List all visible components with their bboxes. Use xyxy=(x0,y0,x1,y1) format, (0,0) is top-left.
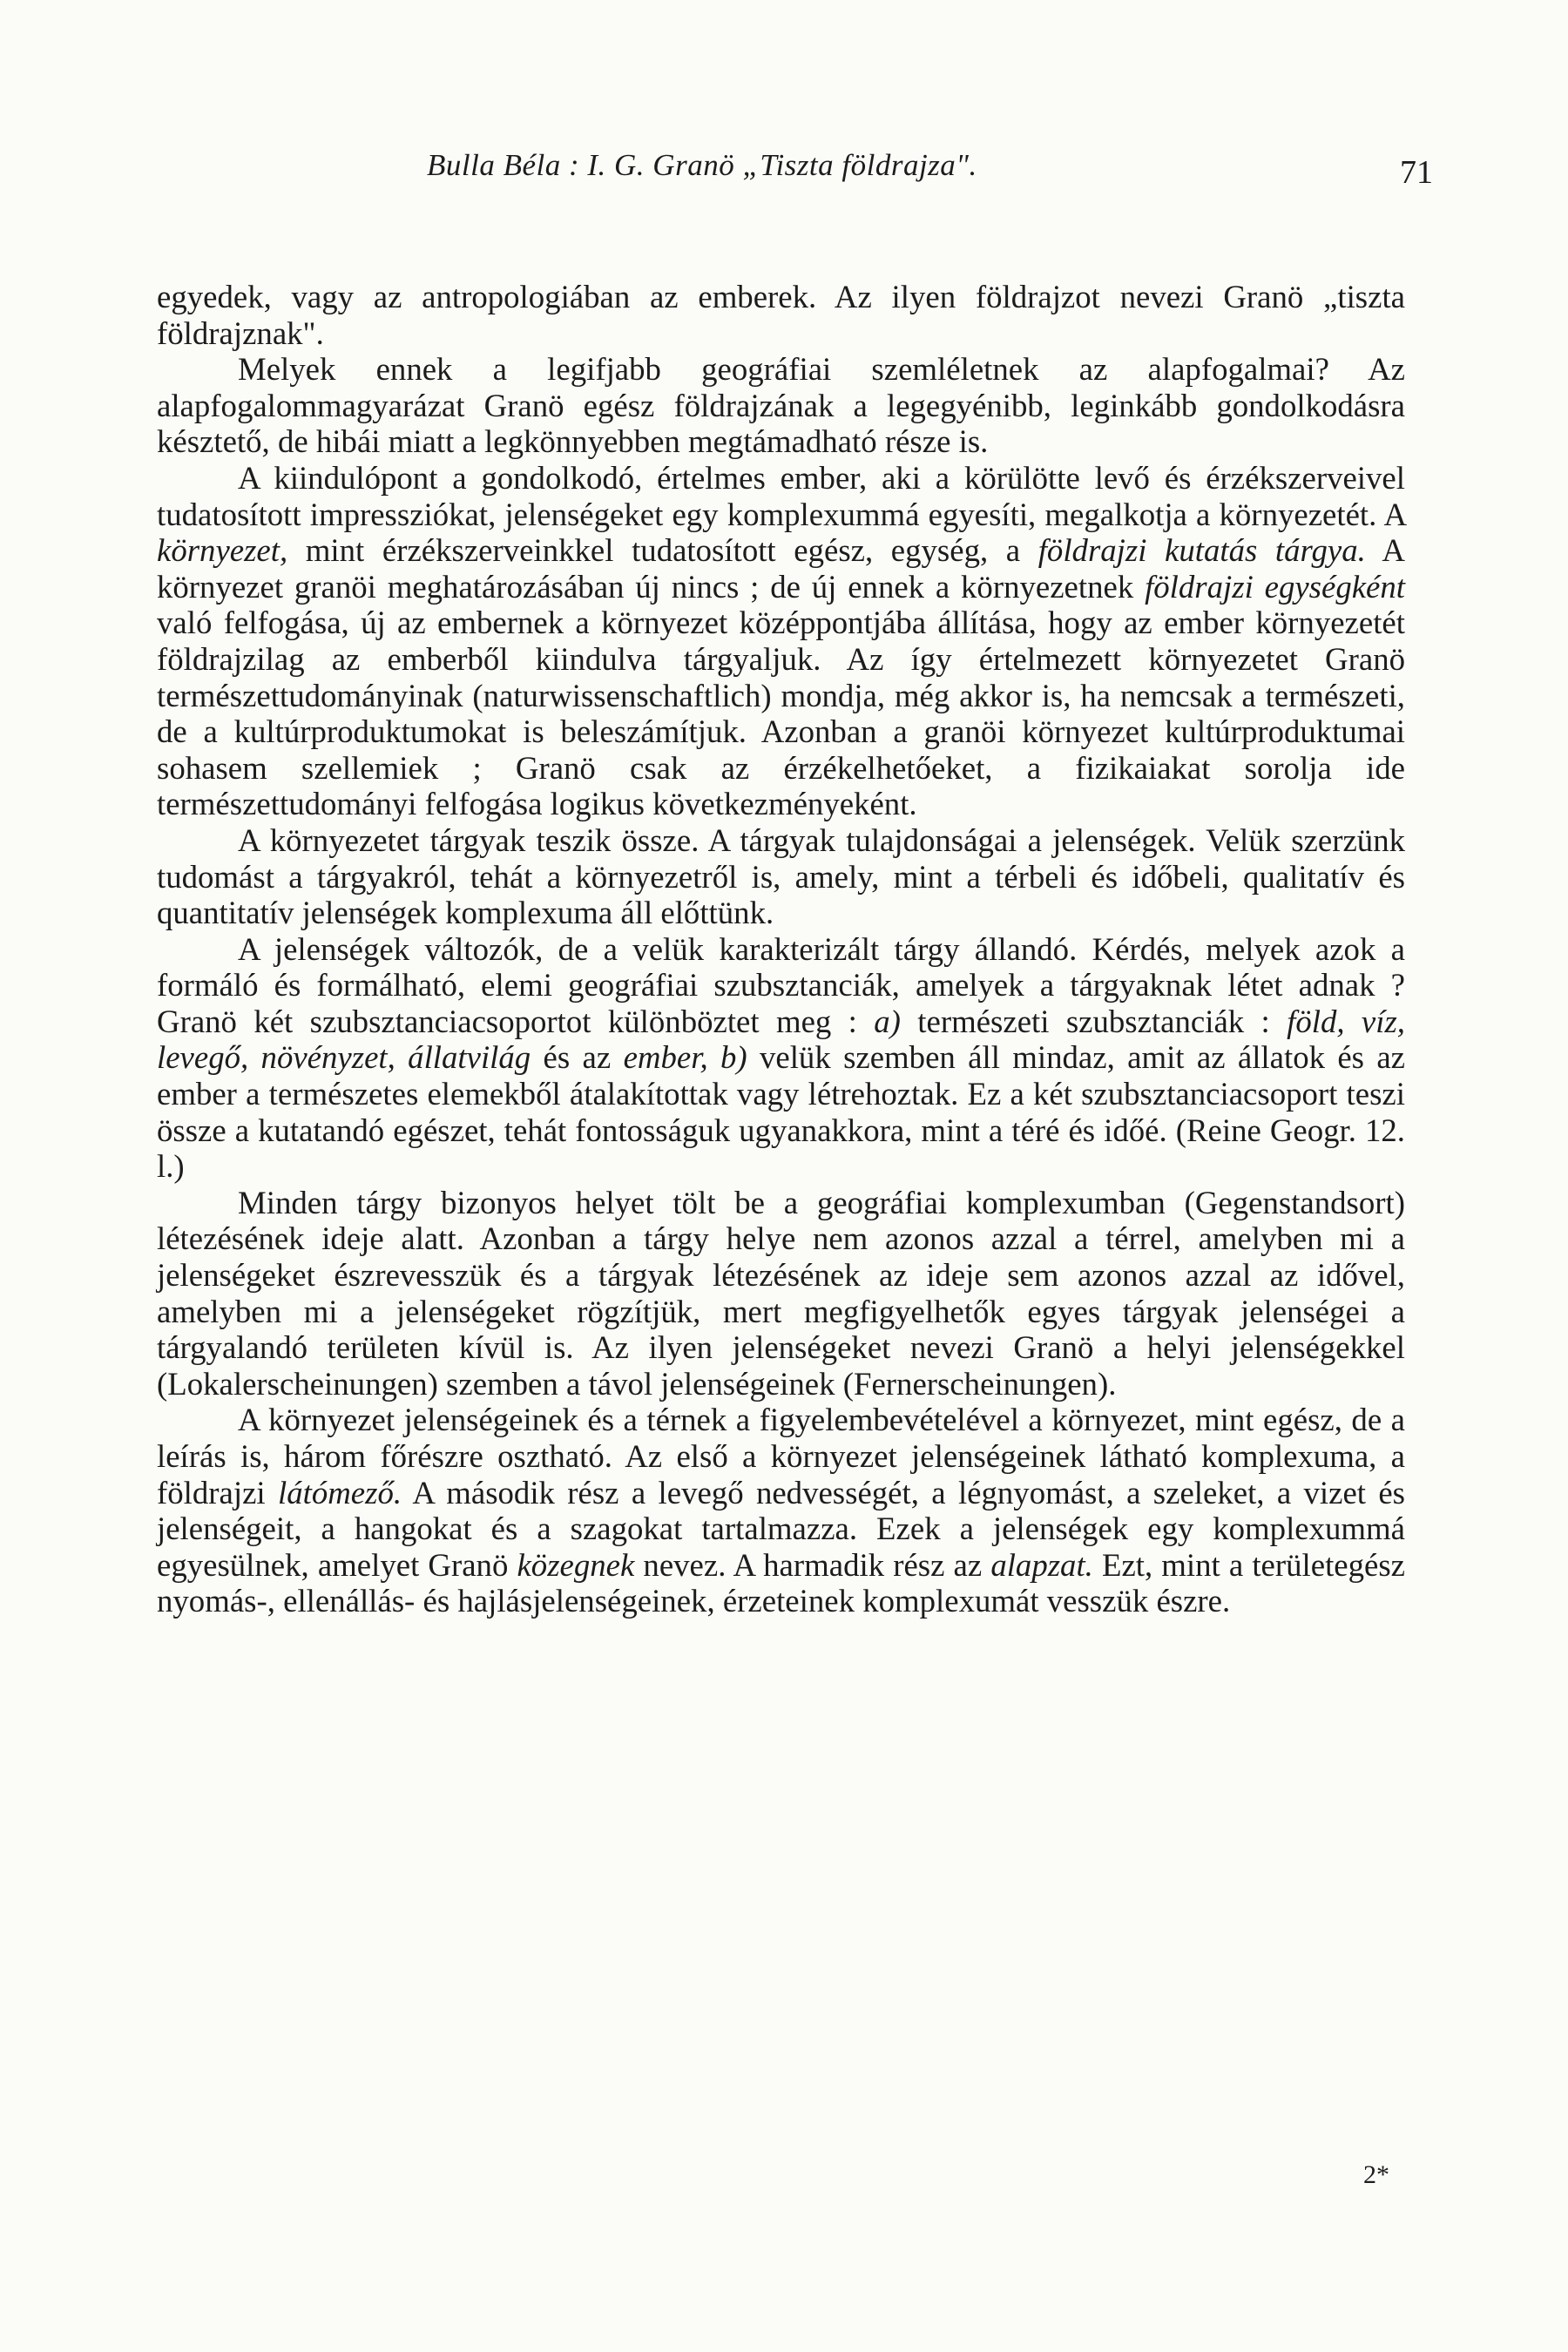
italic-term: földrajzi kutatás tárgya. xyxy=(1037,532,1366,569)
text-run: A jelenségek változók, de a velük karakterizált tárgy állandó. Kérdés, melyek azok a formáló és formálható, elemi geográfiai szubsztanciák, amelyek a tárgyaknak létet adnak ? Granö két szubsztanciacsoportot különböztet meg : xyxy=(157,930,1405,1039)
paragraph xyxy=(157,1402,1405,1619)
paragraph xyxy=(157,279,1405,351)
italic-term: alapzat. xyxy=(990,1546,1093,1583)
signature-mark: 2* xyxy=(1363,2160,1389,2189)
text-run: A kiindulópont a gondolkodó, értelmes ember, aki a körülötte levő és érzékszerveivel tudatosított impressziókat, jelenségeket egy komplexummá egyesíti, megalkotja a környezetét. A xyxy=(157,459,1405,532)
text-run: A környezet jelenségeinek és a térnek a figyelembevételével a környezet, mint egész, de a leírás is, három főrészre osztható. Az első a környezet jelenségeinek látható komplexuma, a földrajzi xyxy=(157,1402,1405,1511)
text-run: nevez. A harmadik rész az xyxy=(634,1546,991,1583)
text-run: Melyek ennek a legifjabb geográfiai szemléletnek az alapfogalmai? Az alapfogalommagyarázat Granö egész földrajzának a legegyénibb, leginkább gondolkodásra késztető, de hibái miatt a legkönnyebben megtámadható része is. xyxy=(157,351,1405,460)
paragraph xyxy=(157,351,1405,460)
italic-term: föld, víz, levegő, növényzet, állatvilág xyxy=(157,1003,1406,1076)
text-run: velük szemben áll mindaz, amit az állatok és az ember a természetes elemekből átalakítottak vagy létrehoztak. Ez a két szubsztanciacsoport teszi össze a kutatandó egészet, tehát fontosságuk ugyanakkora, mint a téré és időé. (Reine Geogr. 12. l.) xyxy=(157,1039,1405,1185)
paragraph xyxy=(157,460,1405,822)
text-run: természeti szubsztanciák : xyxy=(900,1003,1288,1039)
italic-term: a) xyxy=(874,1003,901,1039)
text-run: egyedek, vagy az antropologiában az emberek. Az ilyen földrajzot nevezi Granö „tiszta földrajznak". xyxy=(157,279,1405,351)
text-run: A második rész a levegő nedvességét, a légnyomást, a szeleket, a vizet és jelenségeit, a hangokat és a szagokat tartalmazza. Ezek a jelenségek egy komplexummá egyesülnek, amelyet Granö xyxy=(157,1474,1405,1583)
italic-term: földrajzi egységként xyxy=(1145,568,1406,605)
paragraph xyxy=(157,1185,1405,1402)
paragraph xyxy=(157,931,1405,1185)
text-run: A környezet granöi meghatározásában új nincs ; de új ennek a környezetnek xyxy=(157,532,1405,605)
text-run: Minden tárgy bizonyos helyet tölt be a geográfiai komplexumban (Gegenstandsort) létezésének ideje alatt. Azonban a tárgy helye nem azonos azzal a térrel, amelyben mi a jelenségeket észrevesszük és a tárgyak létezésének az ideje sem azonos azzal az idővel, amelyben mi a jelenségeket rögzítjük, mert megfigyelhetők egyes tárgyak jelenségei a tárgyalandó területen kívül is. Az ilyen jelenségeket nevezi Granö a helyi jelenségekkel (Lokalerscheinungen) szemben a távol jelenségeinek (Fernerscheinungen). xyxy=(157,1184,1405,1402)
italic-term: környezet, xyxy=(157,532,288,569)
italic-term: látómező. xyxy=(277,1474,402,1511)
body-text xyxy=(157,279,1405,1619)
text-run: mint érzékszerveinkkel tudatosított egész, egység, a xyxy=(287,532,1038,569)
text-run: való felfogása, új az embernek a környezet középpontjába állítása, hogy az ember környezetét földrajzilag az emberből kiindulva tárgyaljuk. Az így értelmezett környezetet Granö természettudományinak (naturwissenschaftlich) mondja, még akkor is, ha nemcsak a természeti, de a kultúrproduktumokat is beleszámítjuk. Azonban a granöi környezet kultúrproduktumai sohasem szellemiek ; Granö csak az érzékelhetőeket, a fizikaiakat sorolja ide természettudományi felfogása logikus következményeként. xyxy=(157,605,1405,822)
page-number: 71 xyxy=(1400,154,1433,191)
text-run: A környezetet tárgyak teszik össze. A tárgyak tulajdonságai a jelenségek. Velük szerzünk tudomást a tárgyakról, tehát a környezetről is, amely, mint a térbeli és időbeli, qualitatív és quantitatív jelenségek komplexuma áll előttünk. xyxy=(157,821,1405,931)
text-run: és az xyxy=(531,1039,624,1076)
paragraph xyxy=(157,822,1405,931)
italic-term: ember, b) xyxy=(623,1039,747,1076)
running-head: Bulla Béla : I. G. Granö „Tiszta földrajza". xyxy=(427,148,977,182)
text-run: Ezt, mint a területegész nyomás-, ellenállás- és hajlásjelenségeinek, érzeteinek komplexumát vesszük észre. xyxy=(157,1546,1406,1619)
italic-term: közegnek xyxy=(517,1546,635,1583)
